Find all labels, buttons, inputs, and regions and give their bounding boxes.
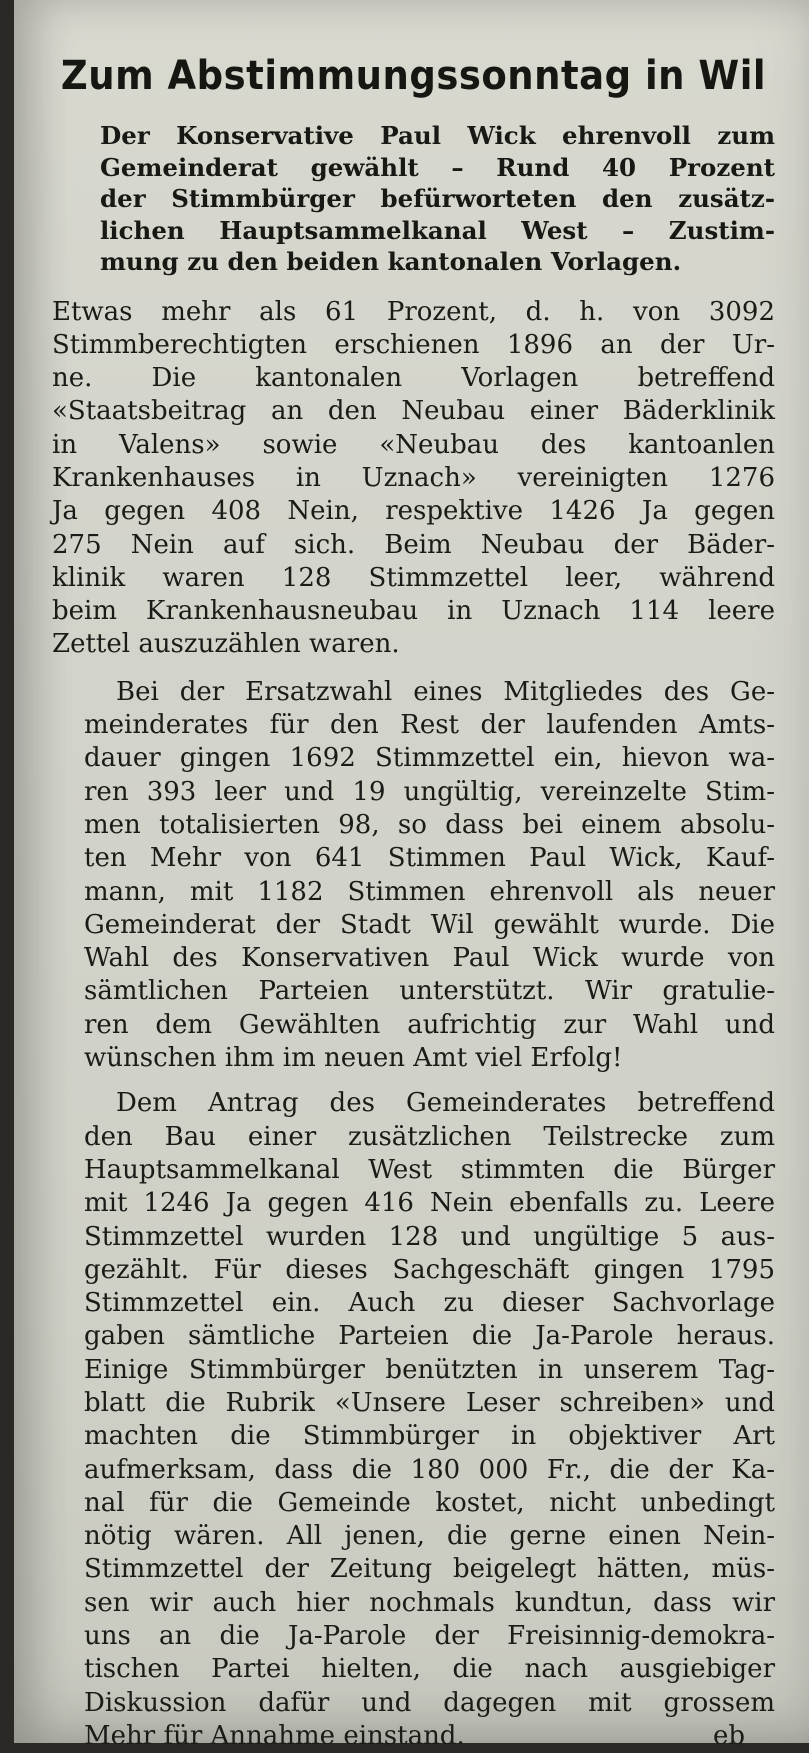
- text-line: beim Krankenhausneubau in Uznach 114 leere: [52, 595, 775, 628]
- text-line: mann, mit 1182 Stimmen ehrenvoll als neuer: [52, 876, 775, 909]
- paragraph-3: [52, 1087, 775, 1753]
- text-line: meinderates für den Rest der laufenden Amts-: [52, 709, 775, 742]
- text-line: blatt die Rubrik «Unsere Leser schreiben» und: [52, 1387, 775, 1420]
- text-line: men totalisierten 98, so dass bei einem absolu-: [52, 809, 775, 842]
- text-line: nötig wären. All jenen, die gerne einen Nein-: [52, 1520, 775, 1553]
- text-line: klinik waren 128 Stimmzettel leer, während: [52, 562, 775, 595]
- text-line: mit 1246 Ja gegen 416 Nein ebenfalls zu. Leere: [52, 1187, 775, 1220]
- text-line: Ja gegen 408 Nein, respektive 1426 Ja gegen: [52, 495, 775, 528]
- text-line: sen wir auch hier nochmals kundtun, dass wir: [52, 1587, 775, 1620]
- article-lead: [100, 120, 775, 278]
- text-line: Gemeinderat der Stadt Wil gewählt wurde. Die: [52, 909, 775, 942]
- text-line: Einige Stimmbürger benützten in unserem Tag-: [52, 1354, 775, 1387]
- text-line: dauer gingen 1692 Stimmzettel ein, hievon wa-: [52, 742, 775, 775]
- text-line: aufmerksam, dass die 180 000 Fr., die der Ka-: [52, 1454, 775, 1487]
- author-signature: eb: [681, 1720, 775, 1753]
- text-line: Wahl des Konservativen Paul Wick wurde von: [52, 942, 775, 975]
- text-line: Stimmzettel wurden 128 und ungültige 5 aus-: [52, 1221, 775, 1254]
- lead-line: mung zu den beiden kantonalen Vorlagen.: [100, 246, 775, 278]
- text-line: Zettel auszuzählen waren.: [52, 628, 775, 661]
- newspaper-clipping: [14, 0, 809, 1743]
- text-line: Stimmzettel ein. Auch zu dieser Sachvorlage: [52, 1287, 775, 1320]
- lead-line: Der Konservative Paul Wick ehrenvoll zum: [100, 120, 775, 152]
- text-line: Krankenhauses in Uznach» vereinigten 1276: [52, 462, 775, 495]
- text-line: Diskussion dafür und dagegen mit grossem: [52, 1687, 775, 1720]
- text-line: Stimmberechtigten erschienen 1896 an der Ur-: [52, 329, 775, 362]
- text-line: Hauptsammelkanal West stimmten die Bürger: [52, 1154, 775, 1187]
- text-line: ne. Die kantonalen Vorlagen betreffend: [52, 362, 775, 395]
- article-headline: Zum Abstimmungssonntag in Wil: [52, 46, 775, 106]
- paragraph-2: [52, 676, 775, 1076]
- text-line: in Valens» sowie «Neubau des kantoanlen: [52, 429, 775, 462]
- text-line: machten die Stimmbürger in objektiver Art: [52, 1420, 775, 1453]
- text-line: den Bau einer zusätzlichen Teilstrecke zum: [52, 1121, 775, 1154]
- lead-line: der Stimmbürger befürworteten den zusätz-: [100, 183, 775, 215]
- text-line: sämtlichen Parteien unterstützt. Wir gratulie-: [52, 975, 775, 1008]
- text-line: Mehr für Annahme einstand.: [52, 1720, 465, 1753]
- text-line: «Staatsbeitrag an den Neubau einer Bäderklinik: [52, 395, 775, 428]
- text-line: gaben sämtliche Parteien die Ja-Parole heraus.: [52, 1320, 775, 1353]
- lead-line: lichen Hauptsammelkanal West – Zustim-: [100, 215, 775, 247]
- final-line-row: [52, 1720, 775, 1753]
- text-line: Dem Antrag des Gemeinderates betreffend: [52, 1087, 775, 1120]
- text-line: ten Mehr von 641 Stimmen Paul Wick, Kauf-: [52, 842, 775, 875]
- text-line: Stimmzettel der Zeitung beigelegt hätten, müs-: [52, 1553, 775, 1586]
- text-line: ren dem Gewählten aufrichtig zur Wahl und: [52, 1009, 775, 1042]
- text-line: Bei der Ersatzwahl eines Mitgliedes des Ge-: [52, 676, 775, 709]
- text-line: ren 393 leer und 19 ungültig, vereinzelte Stim-: [52, 776, 775, 809]
- text-line: wünschen ihm im neuen Amt viel Erfolg!: [52, 1042, 775, 1075]
- article-body: [52, 296, 775, 1753]
- text-line: 275 Nein auf sich. Beim Neubau der Bäder-: [52, 529, 775, 562]
- text-line: uns an die Ja-Parole der Freisinnig-demokra-: [52, 1620, 775, 1653]
- text-line: Etwas mehr als 61 Prozent, d. h. von 3092: [52, 296, 775, 329]
- text-line: gezählt. Für dieses Sachgeschäft gingen 1795: [52, 1254, 775, 1287]
- paragraph-1: [52, 296, 775, 662]
- text-line: tischen Partei hielten, die nach ausgiebiger: [52, 1653, 775, 1686]
- text-line: nal für die Gemeinde kostet, nicht unbedingt: [52, 1487, 775, 1520]
- lead-line: Gemeinderat gewählt – Rund 40 Prozent: [100, 152, 775, 184]
